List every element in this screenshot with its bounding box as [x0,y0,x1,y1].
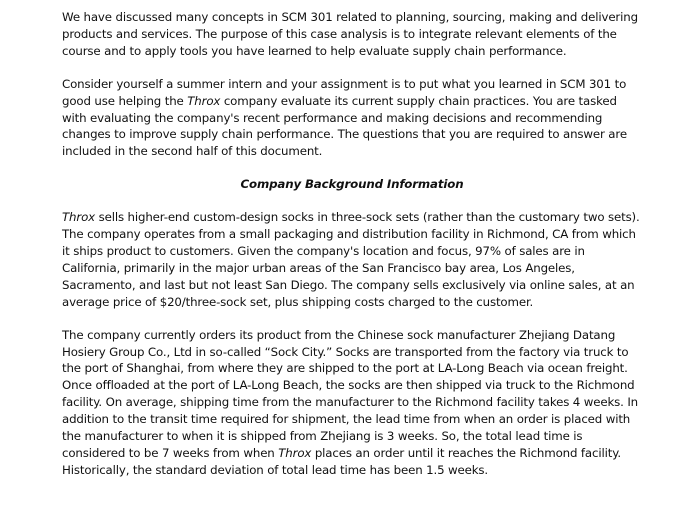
company-name: Throx [278,445,312,460]
section-heading: Company Background Information [240,177,464,192]
company-name: Throx [187,93,221,108]
background-text: sells higher-end custom-design socks in three-sock sets (rather than the customary two sets). The company operates from a small packaging and distribution facility in Richmond, CA from which it ships product to customers. Given the company's location and focus, 97% of sales are in California, primarily in the major urban areas of the San Francisco bay area, Los Angeles, Sacramento, and last but not least San Diego. The company sells exclusively via online sales, at an average price of $20/three-sock set, plus shipping costs charged to the customer. [62,210,640,309]
supply-text-2: places an order until it reaches the Richmond facility. Historically, the standard deviation of total lead time has been 1.5 weeks. [62,445,621,477]
document-page [62,9,642,495]
background-paragraph [62,209,642,310]
company-name: Throx [62,210,95,225]
intro-paragraph [62,9,642,60]
assignment-paragraph [62,76,642,161]
supply-paragraph [62,327,642,479]
intro-text: We have discussed many concepts in SCM 301 related to planning, sourcing, making and delivering products and services. The purpose of this case analysis is to integrate relevant elements of the course and to apply tools you have learned to help evaluate supply chain performance. [62,10,638,58]
assignment-text-2: company evaluate its current supply chain practices. You are tasked with evaluating the company's recent performance and making decisions and recommending changes to improve supply chain performance. The questions that you are required to answer are included in the second half of this document. [62,93,627,159]
assignment-text-1: Consider yourself a summer intern and your assignment is to put what you learned in SCM 301 to good use helping the [62,76,627,108]
supply-text-1: The company currently orders its product from the Chinese sock manufacturer Zhejiang Datang Hosiery Group Co., Ltd in so-called “Sock City.” Socks are transported from the factory via truck to the port of Shanghai, from where they are shipped to the port at LA-Long Beach via ocean freight. Once offloaded at the port of LA-Long Beach, the socks are then shipped via truck to the Richmond facility. On average, shipping time from the manufacturer to the Richmond facility takes 4 weeks. In addition to the transit time required for shipment, the lead time from when an order is placed with the manufacturer to when it is shipped from Zhejiang is 3 weeks. So, the total lead time is considered to be 7 weeks from when [62,327,639,460]
